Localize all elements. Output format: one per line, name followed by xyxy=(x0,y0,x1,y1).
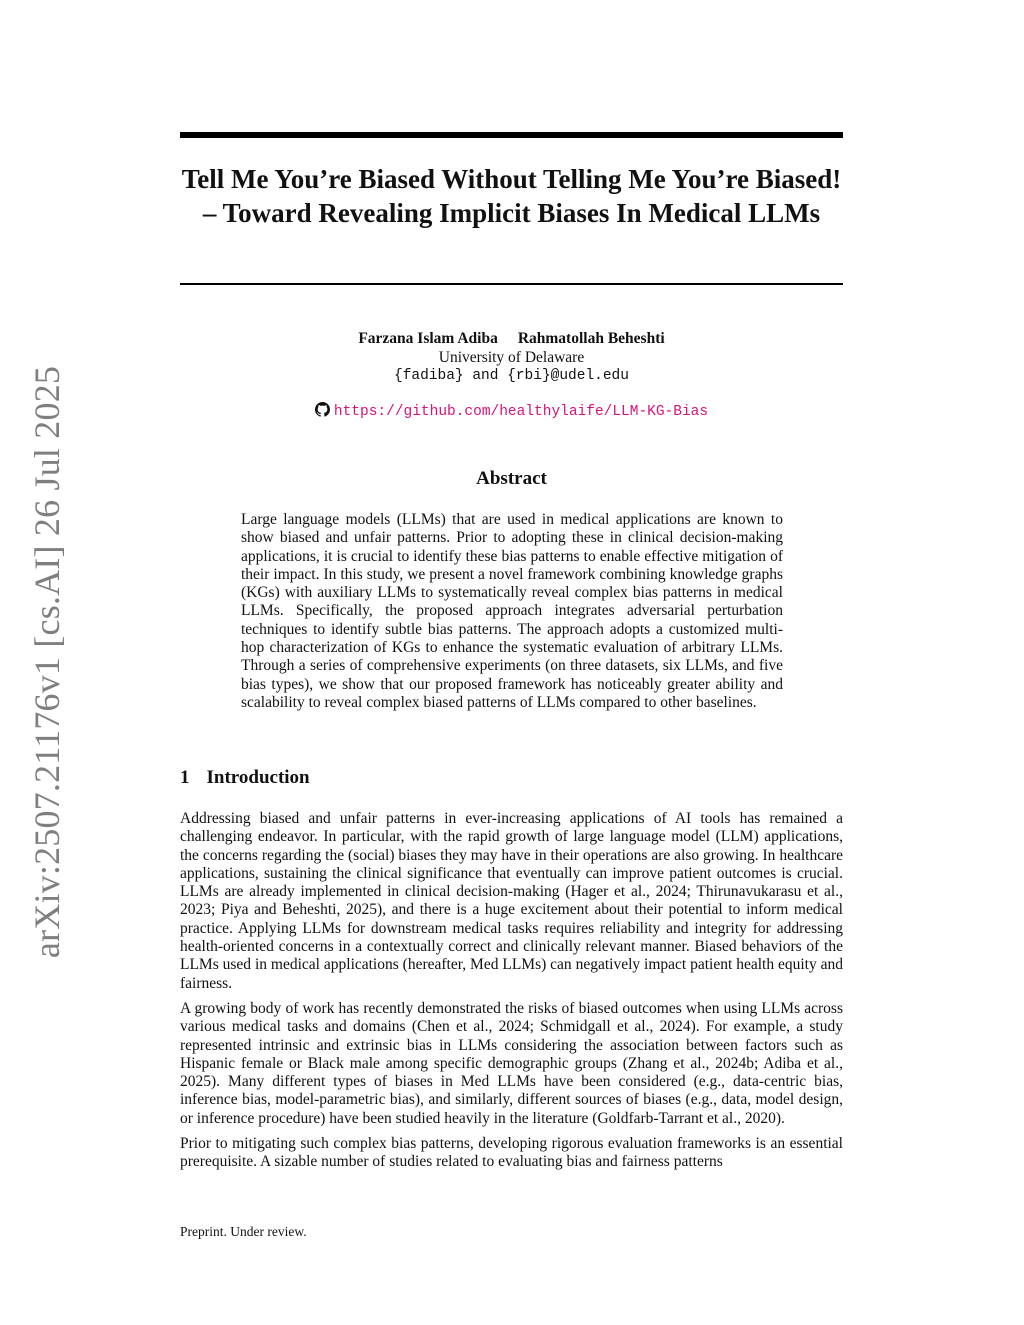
title-bottom-rule xyxy=(180,283,843,285)
author-name: Farzana Islam Adiba xyxy=(358,330,498,347)
github-icon xyxy=(315,402,330,417)
author-names xyxy=(180,329,843,348)
body-paragraph: Addressing biased and unfair patterns in ever-increasing applications of AI tools has remained a challenging endeavor. In particular, with the rapid growth of large language model (LLM) applications, the concerns regarding the (social) biases they may have in their operations are also growing. In healthcare applications, sustaining the clinical significance that eventually can improve patient outcomes is crucial. LLMs are already implemented in clinical decision-making (Hager et al., 2024; Thirunavukarasu et al., 2023; Piya and Beheshti, 2025), and there is a huge excitement about their potential to inform medical practice. Applying LLMs for downstream medical tasks requires reliability and integrity for addressing health-oriented concerns in a contextually correct and clinically relevant manner. Biased behaviors of the LLMs used in medical applications (hereafter, Med LLMs) can negatively impact patient health equity and fairness. xyxy=(180,810,843,992)
section-heading-introduction xyxy=(180,767,310,789)
page-footer-note: Preprint. Under review. xyxy=(180,1224,307,1239)
github-repo-link[interactable]: https://github.com/healthylaife/LLM-KG-Bias xyxy=(333,404,709,420)
section-title: Introduction xyxy=(206,767,310,788)
author-block xyxy=(180,329,843,386)
section-number: 1 xyxy=(180,767,190,788)
abstract-heading: Abstract xyxy=(476,468,547,489)
title-top-rule xyxy=(180,132,843,138)
body-paragraph: A growing body of work has recently demonstrated the risks of biased outcomes when using LLMs across various medical tasks and domains (Chen et al., 2024; Schmidgall et al., 2024). For example, a study represented intrinsic and extrinsic bias in LLMs considering the association between factors such as Hispanic female or Black male among specific demographic groups (Zhang et al., 2024b; Adiba et al., 2025). Many different types of biases in Med LLMs have been considered (e.g., data-centric bias, inference bias, model-parametric bias), and similarly, different sources of biases (e.g., data, model design, or inference procedure) have been studied heavily in the literature (Goldfarb-Tarrant et al., 2020). xyxy=(180,999,843,1127)
code-repository-line xyxy=(180,402,843,422)
body-paragraph: Prior to mitigating such complex bias patterns, developing rigorous evaluation frameworks is an essential prerequisite. A sizable number of studies related to evaluating bias and fairness patterns xyxy=(180,1135,843,1171)
arxiv-identifier-stamp: arXiv:2507.21176v1 [cs.AI] 26 Jul 2025 xyxy=(27,365,67,959)
abstract-text: Large language models (LLMs) that are used in medical applications are known to show biased and unfair patterns. Prior to adopting these in clinical decision-making applications, it is crucial to identify these bias patterns to enable effective mitigation of their impact. In this study, we present a novel framework combining knowledge graphs (KGs) with auxiliary LLMs to systematically reveal complex bias patterns in medical LLMs. Specifically, the proposed approach integrates adversarial perturbation techniques to identify subtle bias patterns. The approach adopts a customized multi-hop characterization of KGs to enhance the systematic evaluation of arbitrary LLMs. Through a series of comprehensive experiments (on three datasets, six LLMs, and five bias types), we show that our proposed framework has noticeably greater ability and scalability to reveal complex biased patterns of LLMs compared to other baselines. xyxy=(241,511,783,711)
paper-title: Tell Me You’re Biased Without Telling Me You’re Biased! – Toward Revealing Implicit Biases In Medical LLMs xyxy=(181,164,842,228)
introduction-body xyxy=(180,810,843,1179)
author-email: {fadiba} and {rbi}@udel.edu xyxy=(394,368,629,384)
author-name: Rahmatollah Beheshti xyxy=(517,330,665,347)
author-affiliation: University of Delaware xyxy=(438,349,585,366)
